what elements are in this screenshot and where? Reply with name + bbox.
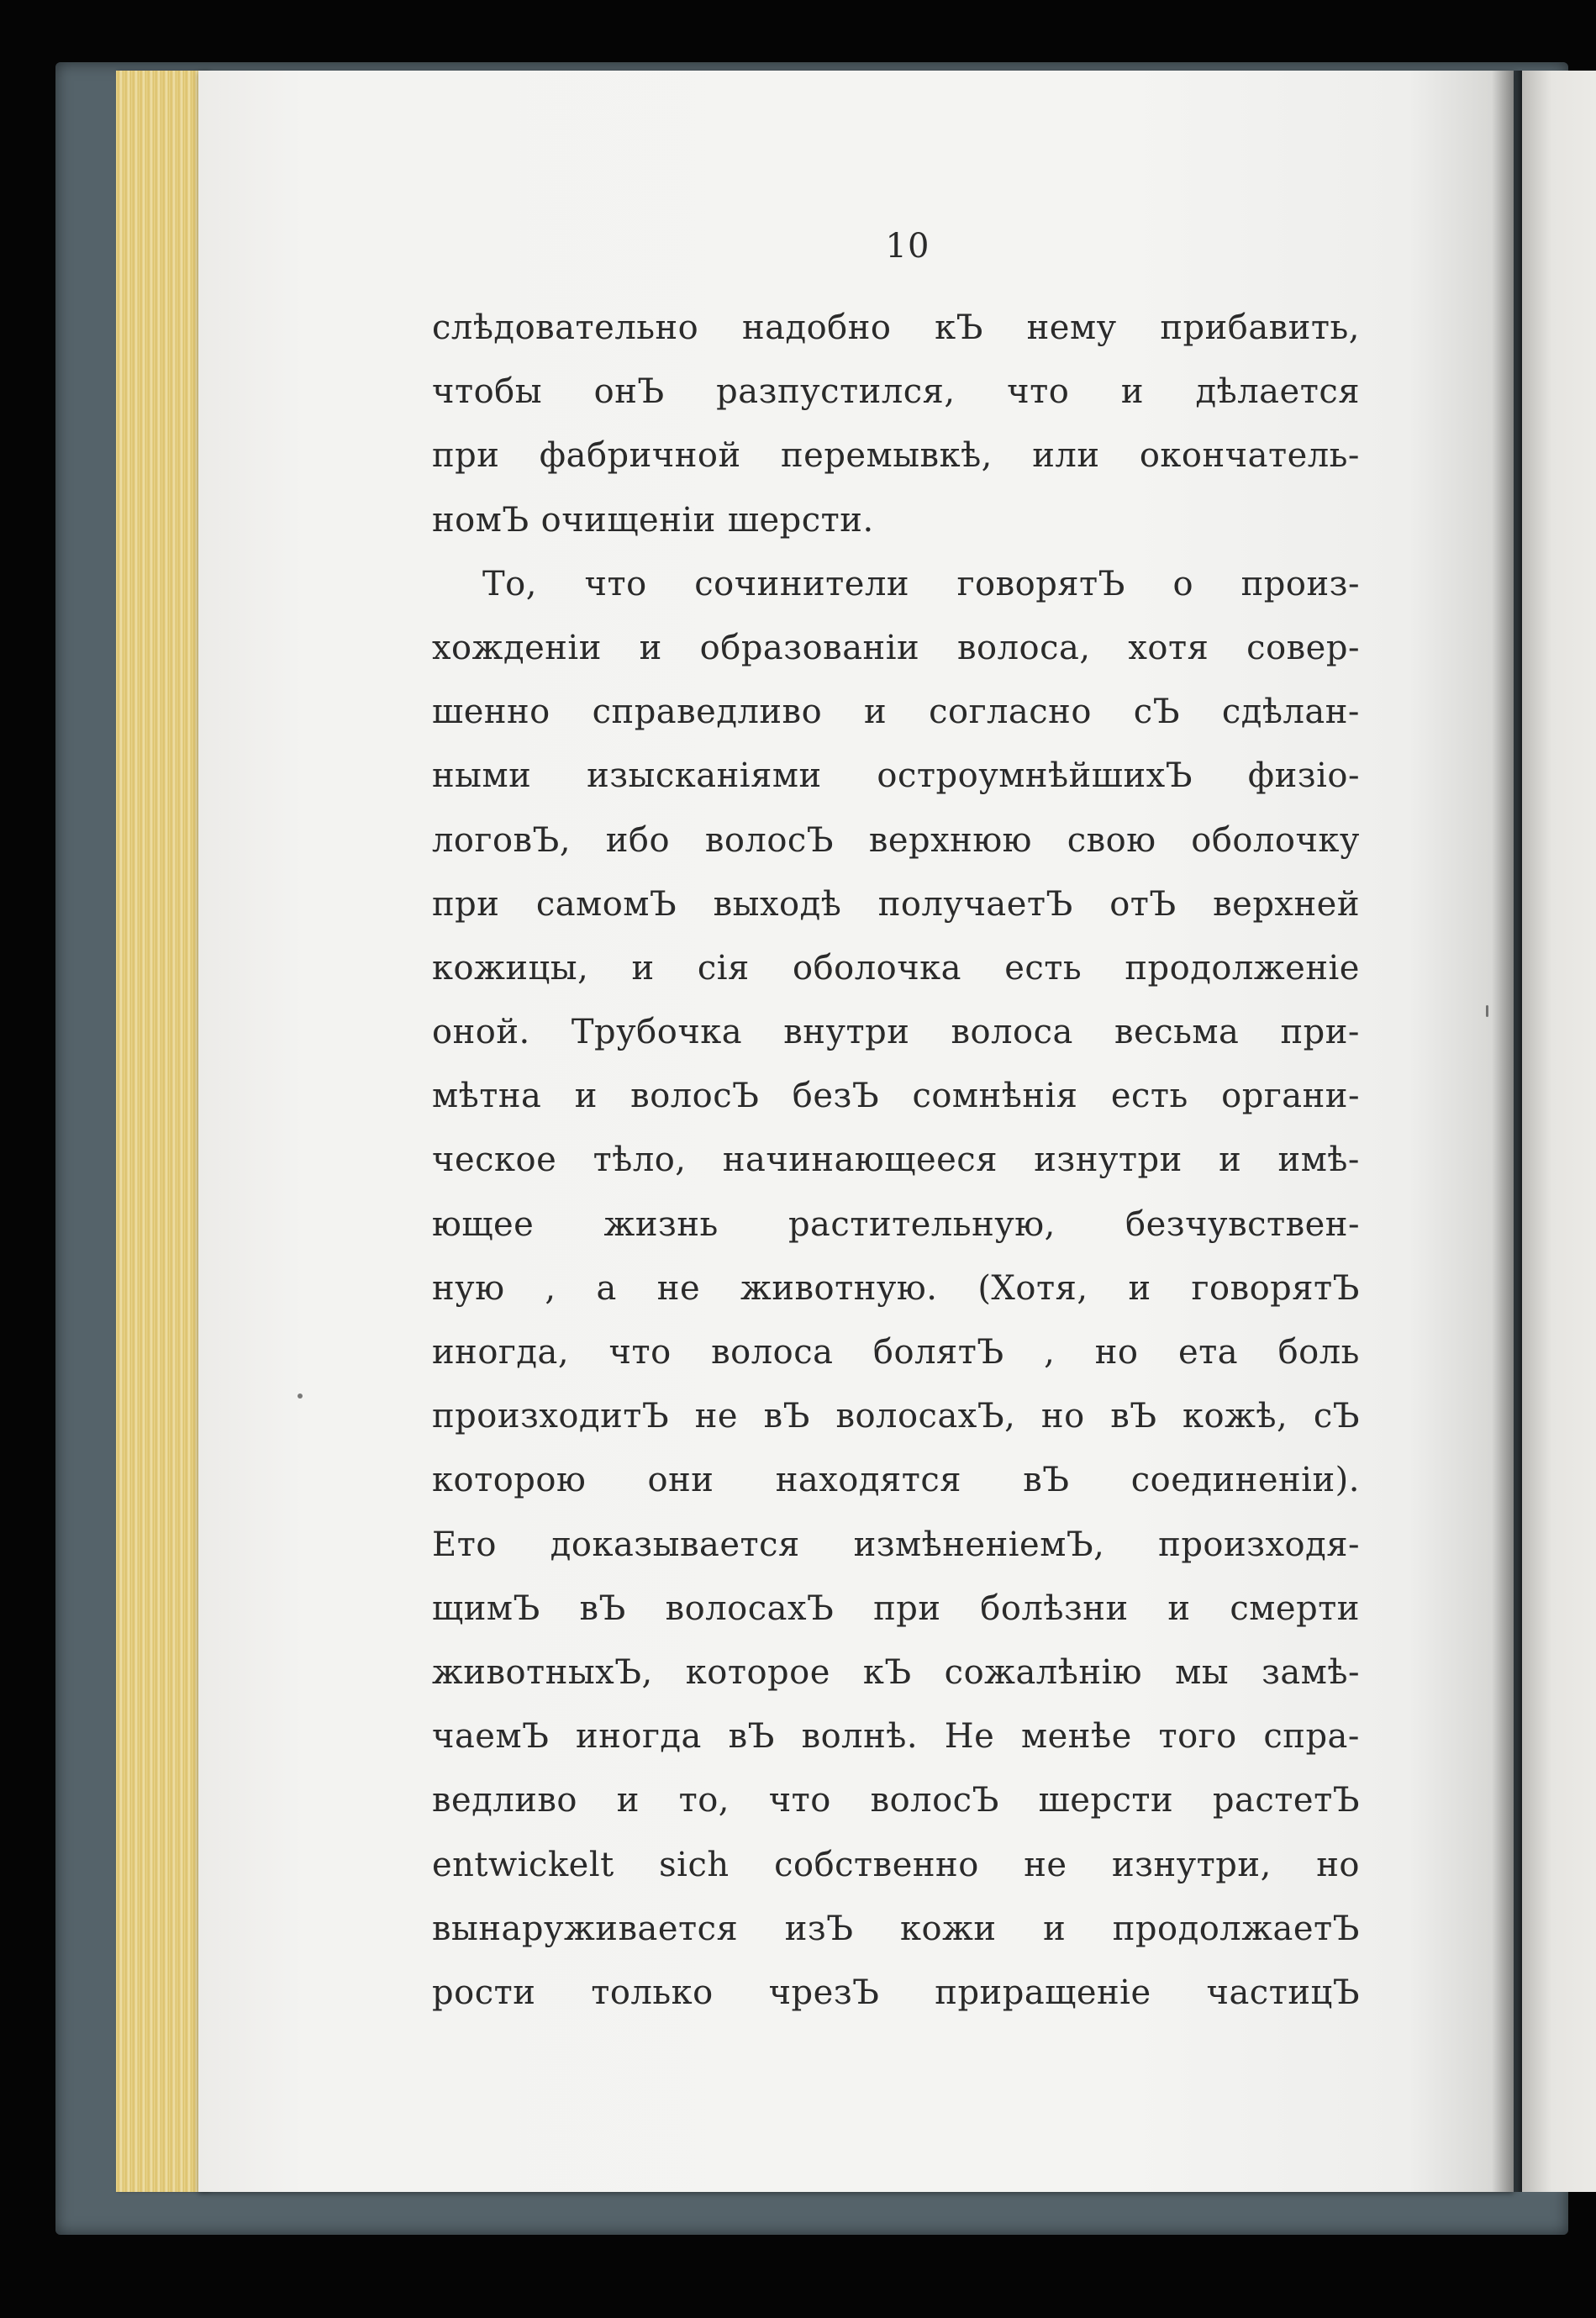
word: о	[1172, 564, 1194, 603]
word: рости	[432, 1973, 536, 2012]
word: не	[656, 1268, 701, 1308]
word: оболочку	[1191, 820, 1360, 860]
word: онЪ	[593, 372, 665, 412]
word: оболочка	[792, 948, 962, 988]
paper-speck	[1486, 1005, 1488, 1017]
word: а	[596, 1268, 617, 1308]
word: жизнь	[603, 1204, 719, 1244]
word: sich	[659, 1845, 730, 1884]
word: То,	[482, 564, 537, 603]
word: волоса,	[956, 628, 1091, 667]
word: растительную,	[787, 1204, 1056, 1244]
text-line	[432, 1256, 1360, 1320]
word: кожи	[900, 1909, 997, 1948]
word: оной.	[432, 1013, 530, 1052]
word: но	[1094, 1333, 1139, 1372]
word: чрезЪ	[768, 1973, 880, 2012]
word: которое	[685, 1652, 830, 1692]
word: но	[1040, 1397, 1085, 1436]
word: надобно	[741, 308, 892, 347]
word: спра-	[1263, 1717, 1360, 1757]
word: кожицы,	[432, 948, 589, 988]
word: иногда	[576, 1717, 702, 1757]
word: и	[1128, 1268, 1151, 1308]
word: хожденіи	[432, 628, 602, 667]
word: сочинители	[694, 564, 910, 603]
word: волосЪ	[630, 1077, 760, 1116]
text-line	[432, 1193, 1360, 1256]
word: говорятЪ	[1191, 1268, 1360, 1308]
text-line	[432, 296, 1360, 360]
text-line	[432, 1448, 1360, 1512]
text-line	[432, 360, 1360, 424]
text-line	[432, 1128, 1360, 1192]
word: верхнюю	[868, 820, 1032, 860]
word: вЪ	[1023, 1461, 1070, 1500]
word: логовЪ,	[432, 820, 572, 860]
word: ческое	[432, 1141, 557, 1180]
word: и	[639, 628, 662, 667]
word: и	[864, 693, 888, 732]
text-line	[432, 1320, 1360, 1384]
word: и	[616, 1781, 640, 1820]
word: Не	[944, 1717, 995, 1757]
word: вЪ	[728, 1717, 775, 1757]
word: волосахЪ,	[835, 1397, 1016, 1436]
word: весьма	[1114, 1013, 1240, 1052]
text-line	[432, 680, 1360, 744]
word: сожалѣнію	[944, 1652, 1143, 1692]
word: что	[1007, 372, 1070, 412]
word: дѣлается	[1195, 372, 1360, 412]
word: или	[1032, 436, 1100, 476]
word: чаемЪ	[432, 1717, 550, 1757]
word: ющее	[432, 1204, 535, 1244]
word: окончатель-	[1139, 436, 1360, 476]
word: перемывкѣ,	[780, 436, 993, 476]
word: физіо-	[1247, 756, 1360, 796]
word: выходѣ	[713, 884, 842, 924]
word: находятся	[775, 1461, 961, 1500]
word: частицЪ	[1206, 1973, 1360, 2012]
text-line	[432, 872, 1360, 936]
word: животную.	[740, 1268, 938, 1308]
word: ную	[432, 1268, 505, 1308]
word: хотя	[1128, 628, 1209, 667]
word: кЪ	[862, 1652, 912, 1692]
word: что	[768, 1781, 831, 1820]
text-line	[432, 1577, 1360, 1641]
word: начинающееся	[722, 1141, 998, 1180]
word: отЪ	[1109, 884, 1177, 924]
paper-speck	[298, 1393, 303, 1399]
word: продолжаетЪ	[1112, 1909, 1360, 1948]
word: иногда,	[432, 1333, 570, 1372]
text-line	[432, 1833, 1360, 1897]
word: получаетЪ	[877, 884, 1073, 924]
word: Трубочка	[571, 1013, 743, 1052]
text-line	[432, 1000, 1360, 1064]
word: есть	[1110, 1077, 1188, 1116]
word: шерсти	[1038, 1781, 1174, 1820]
word: мы	[1175, 1652, 1230, 1692]
word: самомЪ	[535, 884, 677, 924]
word: волосЪ	[870, 1781, 999, 1820]
word: очищеніи	[540, 500, 716, 540]
word: вЪ	[763, 1397, 810, 1436]
word: они	[647, 1461, 714, 1500]
word: изнутри,	[1112, 1845, 1272, 1884]
word: сія	[697, 948, 750, 988]
text-line	[432, 616, 1360, 680]
next-page-edge	[1522, 71, 1596, 2192]
text-line	[432, 936, 1360, 1000]
word: остроумнѣйшихЪ	[877, 756, 1193, 796]
word: боль	[1277, 1333, 1360, 1372]
word: не	[1024, 1845, 1067, 1884]
word: произходя-	[1158, 1525, 1360, 1564]
word: совер-	[1246, 628, 1360, 667]
word: разпустился,	[716, 372, 956, 412]
page-edges	[116, 71, 208, 2192]
word: есть	[1004, 948, 1082, 988]
word: щимЪ	[432, 1588, 540, 1628]
word: при	[432, 436, 500, 476]
text-line	[432, 1768, 1360, 1832]
word: ,	[545, 1268, 556, 1308]
text-line	[432, 1704, 1360, 1768]
text-line	[432, 1064, 1360, 1128]
word: верхней	[1213, 884, 1360, 924]
word: чтобы	[432, 372, 543, 412]
word: и	[1219, 1141, 1242, 1180]
word: (Хотя,	[977, 1268, 1088, 1308]
word: мѣтна	[432, 1077, 542, 1116]
word: болятЪ	[872, 1333, 1004, 1372]
word: entwickelt	[432, 1845, 614, 1884]
word: волоса	[711, 1333, 834, 1372]
word: изысканіями	[587, 756, 822, 796]
text-line	[432, 1384, 1360, 1448]
text-line	[432, 1897, 1360, 1961]
word: измѣненіемЪ,	[853, 1525, 1105, 1564]
word: при	[873, 1588, 941, 1628]
word: соединеніи).	[1130, 1461, 1360, 1500]
word: имѣ-	[1277, 1141, 1360, 1180]
word: сомнѣнія	[912, 1077, 1078, 1116]
word: ведливо	[432, 1781, 577, 1820]
word: растетЪ	[1212, 1781, 1360, 1820]
word: что	[608, 1333, 672, 1372]
word: волнѣ.	[801, 1717, 919, 1757]
word: произ-	[1240, 564, 1360, 603]
word: согласно	[929, 693, 1092, 732]
text-line	[432, 1961, 1360, 2025]
body-text	[432, 296, 1360, 2025]
word: произходитЪ	[432, 1397, 670, 1436]
word: собственно	[774, 1845, 979, 1884]
word: что	[584, 564, 647, 603]
word: не	[694, 1397, 739, 1436]
text-line	[432, 809, 1360, 872]
word: сЪ	[1313, 1397, 1360, 1436]
word: нему	[1026, 308, 1117, 347]
text-line	[432, 1513, 1360, 1577]
word: кожѣ,	[1183, 1397, 1288, 1436]
word: шенно	[432, 693, 550, 732]
word: говорятЪ	[956, 564, 1125, 603]
word: волосахЪ	[665, 1588, 835, 1628]
word: образованіи	[699, 628, 920, 667]
word: смерти	[1230, 1588, 1360, 1628]
word: безчувствен-	[1125, 1204, 1360, 1244]
word: и	[631, 948, 655, 988]
word: ными	[432, 756, 532, 796]
word: волоса	[951, 1013, 1073, 1052]
word: и	[1167, 1588, 1191, 1628]
word: фабричной	[539, 436, 741, 476]
word: кЪ	[935, 308, 983, 347]
word: при	[432, 884, 500, 924]
word: и	[1043, 1909, 1067, 1948]
text-line	[432, 488, 1360, 552]
text-line	[432, 744, 1360, 808]
word: ,	[1044, 1333, 1056, 1372]
word: того	[1158, 1717, 1237, 1757]
word: доказывается	[550, 1525, 800, 1564]
word: свою	[1067, 820, 1156, 860]
word: шерсти.	[727, 500, 874, 540]
word: внутри	[783, 1013, 910, 1052]
word: прибавить,	[1160, 308, 1360, 347]
word: только	[591, 1973, 714, 2012]
word: вЪ	[1110, 1397, 1157, 1436]
gutter-shadow	[1492, 71, 1522, 2192]
text-line	[432, 424, 1360, 487]
word: волосЪ	[704, 820, 835, 860]
word: которою	[432, 1461, 587, 1500]
word: но	[1316, 1845, 1360, 1884]
word: номЪ	[432, 500, 529, 540]
word: Ето	[432, 1525, 497, 1564]
word: изЪ	[784, 1909, 854, 1948]
word: животныхЪ,	[432, 1652, 653, 1692]
word: при-	[1280, 1013, 1360, 1052]
word: справедливо	[592, 693, 823, 732]
word: ета	[1177, 1333, 1239, 1372]
word: сдѣлан-	[1221, 693, 1360, 732]
word: болѣзни	[980, 1588, 1129, 1628]
word: вынаруживается	[432, 1909, 739, 1948]
word: слѣдовательно	[432, 308, 699, 347]
word: менѣе	[1021, 1717, 1132, 1757]
word: ибо	[605, 820, 671, 860]
word: замѣ-	[1262, 1652, 1360, 1692]
word: тѣло,	[593, 1141, 687, 1180]
text-line	[432, 1641, 1360, 1704]
word: безЪ	[792, 1077, 880, 1116]
word: сЪ	[1133, 693, 1180, 732]
text-line	[432, 552, 1360, 616]
word: приращеніе	[935, 1973, 1151, 2012]
word: органи-	[1221, 1077, 1360, 1116]
word: и	[1120, 372, 1144, 412]
word: и	[574, 1077, 598, 1116]
page-number: 10	[885, 227, 930, 266]
word: вЪ	[579, 1588, 626, 1628]
word: продолженіе	[1125, 948, 1360, 988]
word: изнутри	[1034, 1141, 1183, 1180]
word: то,	[678, 1781, 730, 1820]
